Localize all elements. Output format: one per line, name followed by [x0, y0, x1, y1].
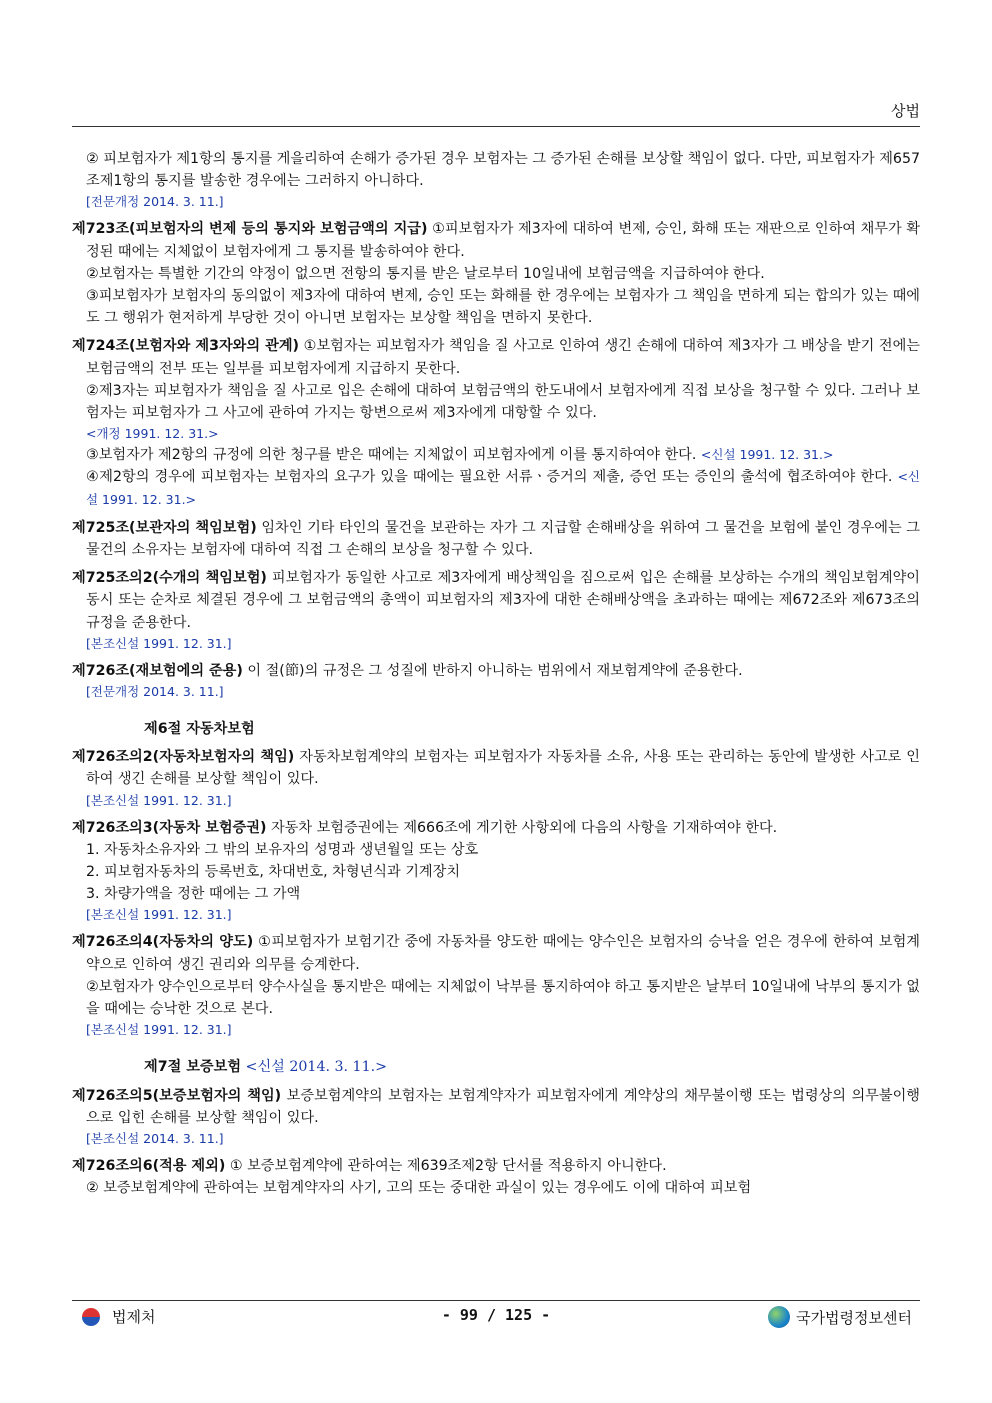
list-item: 1. 자동차소유자와 그 밖의 보유자의 성명과 생년월일 또는 상호: [86, 841, 479, 858]
globe-logo-icon: [768, 1306, 790, 1328]
footer-divider: [72, 1300, 920, 1301]
amendment-note: <개정 1991. 12. 31.>: [86, 426, 219, 442]
list-item: 3. 차량가액을 정한 때에는 그 가액: [86, 886, 301, 903]
article-723: [72, 218, 920, 262]
header-divider: [72, 126, 920, 127]
amendment-note: [본조신설 1991. 12. 31.]: [86, 792, 232, 808]
paragraph-text: ③보험자가 제2항의 규정에 의한 청구를 받은 때에는 지체없이 피보험자에게 이를 통지하여야 한다.: [86, 447, 701, 464]
article-text: ①보험자는 피보험자가 책임을 질 사고로 인하여 생긴 손해에 대하여 제3자가 그 배상을 받기 전에는 보험금액의 전부 또는 일부를 피보험자에게 지급하지 못한다.: [86, 338, 921, 377]
document-title: 상법: [891, 102, 920, 120]
amendment-note: <신설 1991. 12. 31.>: [86, 469, 920, 507]
amendment-note: <신설 1991. 12. 31.>: [700, 447, 834, 463]
article-726-2: [72, 746, 920, 790]
paragraph: ② 보증보험계약에 관하여는 보험계약자의 사기, 고의 또는 중대한 과실이 있는 경우에도 이에 대하여 피보험: [86, 1180, 752, 1197]
article-heading: 제726조의4(자동차의 양도): [72, 934, 254, 951]
footer-org-label: 법제처: [112, 1308, 156, 1326]
paragraph: ② 피보험자가 제1항의 통지를 게을리하여 손해가 증가된 경우 보험자는 그 증가된 손해를 보상할 책임이 없다. 다만, 피보험자가 제657조제1항의 통지를 발송한 경우에는 그러하지 아니하다.: [86, 151, 920, 190]
paragraph: ②보험자가 양수인으로부터 양수사실을 통지받은 때에는 지체없이 낙부를 통지하여야 하고 통지받은 날부터 10일내에 낙부의 통지가 없을 때에는 승낙한 것으로 본다.: [86, 978, 920, 1018]
article-726-4: [72, 931, 920, 975]
paragraph: [72, 444, 920, 466]
amendment-note: [전문개정 2014. 3. 11.]: [86, 684, 224, 700]
article-text: 자동차보험계약의 보험자는 피보험자가 자동차를 소유, 사용 또는 관리하는 동안에 발생한 사고로 인하여 생긴 손해를 보상할 책임이 있다.: [86, 749, 921, 788]
article-725-2: [72, 567, 920, 634]
article-726-5: [72, 1085, 920, 1129]
amendment-note: [본조신설 1991. 12. 31.]: [86, 635, 232, 651]
article-heading: 제726조의2(자동차보험자의 책임): [72, 749, 295, 766]
article-text: ①피보험자가 보험기간 중에 자동차를 양도한 때에는 양수인은 보험자의 승낙을 얻은 경우에 한하여 보험계약으로 인하여 생긴 권리와 의무를 승계한다.: [86, 934, 920, 973]
article-heading: 제724조(보험자와 제3자와의 관계): [72, 338, 300, 355]
article-text: 임차인 기타 타인의 물건을 보관하는 자가 그 지급할 손해배상을 위하여 그 물건을 보험에 붙인 경우에는 그 물건의 소유자는 보험자에 대하여 직접 그 손해의 보상을 청구할 수 있다.: [86, 519, 921, 559]
article-heading: 제723조(피보험자의 변제 등의 통지와 보험금액의 지급): [72, 221, 428, 238]
amendment-note: [본조신설 1991. 12. 31.]: [86, 907, 232, 923]
article-text: 피보험자가 동일한 사고로 제3자에게 배상책임을 짐으로써 입은 손해를 보상하는 수개의 책임보험계약이 동시 또는 순차로 체결된 경우에 그 보험금액의 총액이 피보험자의 제3자에 대한 손해배상액을 초과하는 때에는 제672조와 제673조의 규정을 준용한다.: [86, 570, 920, 631]
article-heading: 제726조의6(적용 제외): [72, 1157, 226, 1174]
amendment-note: [본조신설 2014. 3. 11.]: [86, 1130, 224, 1146]
article-heading: 제726조(재보험에의 준용): [72, 662, 243, 679]
article-725: [72, 517, 920, 561]
article-726-6: [72, 1155, 920, 1177]
paragraph: ③피보험자가 보험자의 동의없이 제3자에 대하여 변제, 승인 또는 화해를 한 경우에는 보험자가 그 책임을 면하게 되는 합의가 있는 때에도 그 행위가 현저하게 부당한 것이 아니면 보험자는 보상할 책임을 면하지 못한다.: [86, 288, 920, 327]
article-724: [72, 335, 920, 379]
section-heading: 제6절 자동차보험: [144, 721, 255, 738]
article-726: [72, 660, 920, 682]
paragraph: ②보험자는 특별한 기간의 약정이 없으면 전항의 통지를 받은 날로부터 10일내에 보험금액을 지급하여야 한다.: [86, 265, 765, 282]
article-heading: 제725조(보관자의 책임보험): [72, 519, 257, 536]
section-heading: [72, 1056, 920, 1078]
footer-center-label: 국가법령정보센터: [796, 1308, 912, 1327]
article-text: 보증보험계약의 보험자는 보험계약자가 피보험자에게 계약상의 채무불이행 또는 법령상의 의무불이행으로 입힌 손해를 보상할 책임이 있다.: [86, 1087, 920, 1126]
article-heading: 제726조의5(보증보험자의 책임): [72, 1087, 282, 1104]
page-footer: [72, 1306, 920, 1332]
list-item: 2. 피보험자동차의 등록번호, 차대번호, 차형년식과 기계장치: [86, 864, 461, 881]
article-heading: 제725조의2(수개의 책임보험): [72, 570, 267, 587]
article-text: 자동차 보험증권에는 제666조에 게기한 사항외에 다음의 사항을 기재하여야 한다.: [266, 819, 778, 836]
amendment-note: [본조신설 1991. 12. 31.]: [86, 1022, 232, 1038]
article-text: ① 보증보험계약에 관하여는 제639조제2항 단서를 적용하지 아니한다.: [225, 1157, 667, 1174]
article-text: ①피보험자가 제3자에 대하여 변제, 승인, 화해 또는 재판으로 인하여 채무가 확정된 때에는 지체없이 보험자에게 그 통지를 발송하여야 한다.: [86, 221, 920, 260]
section-amendment-note: <신설 2014. 3. 11.>: [241, 1059, 387, 1076]
section-title: 제7절 보증보험: [144, 1059, 242, 1076]
paragraph: [72, 466, 920, 510]
article-heading: 제726조의3(자동차 보험증권): [72, 819, 267, 836]
footer-right: [768, 1306, 912, 1328]
document-body: [72, 148, 920, 1199]
article-726-3: [72, 817, 920, 839]
paragraph-text: ④제2항의 경우에 피보험자는 보험자의 요구가 있을 때에는 필요한 서류ㆍ증거의 제출, 증언 또는 증인의 출석에 협조하여야 한다.: [86, 469, 898, 486]
amendment-note: [전문개정 2014. 3. 11.]: [86, 194, 224, 210]
page-number: - 99 / 125 -: [441, 1306, 551, 1324]
article-text: 이 절(節)의 규정은 그 성질에 반하지 아니하는 범위에서 재보험계약에 준용한다.: [242, 662, 743, 679]
paragraph: ②제3자는 피보험자가 책임을 질 사고로 입은 손해에 대하여 보험금액의 한도내에서 보험자에게 직접 보상을 청구할 수 있다. 그러나 보험자는 피보험자가 그 사고에 관하여 가지는 항변으로써 제3자에게 대항할 수 있다.: [86, 382, 920, 422]
